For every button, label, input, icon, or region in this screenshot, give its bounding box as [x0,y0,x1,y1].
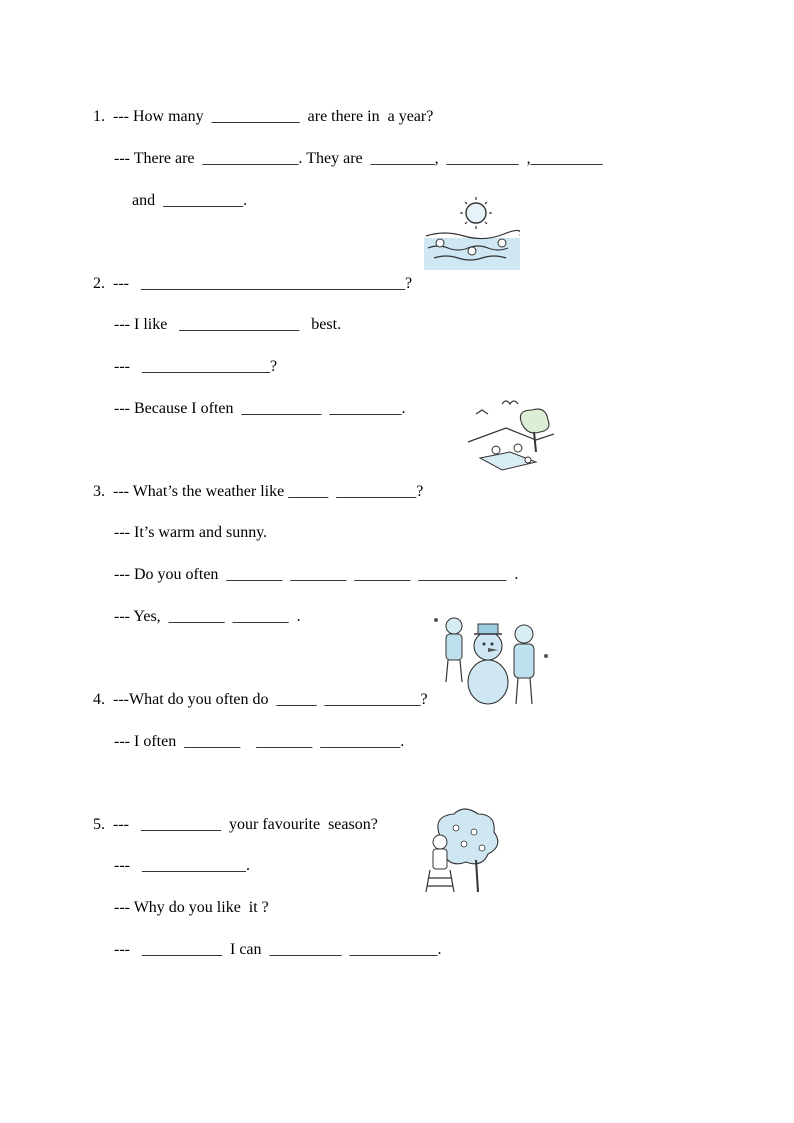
q1-answer-line: --- There are ____________. They are ________, _________ ,_________ [114,150,603,167]
q5-question: 5. --- __________ your favourite season? [93,816,378,833]
summer-swimming-image [424,196,520,270]
spring-tree-image [420,808,502,894]
q1-question: 1. --- How many ___________ are there in a year? [93,108,434,125]
q3-answer-line-2: --- Yes, _______ _______ . [114,608,301,625]
q5-question-2: --- Why do you like it ? [114,899,269,916]
autumn-picnic-image [466,394,554,474]
q3-answer-line: --- It’s warm and sunny. [114,524,268,541]
q2-question: 2. --- _________________________________? [93,275,413,292]
q2-answer-line: --- I like _______________ best. [114,316,342,333]
q5-answer-line-2: --- __________ I can _________ ___________. [114,941,442,958]
q5-answer-line: --- _____________. [114,857,250,874]
q1-answer-line-2: and __________. [132,192,248,209]
q4-question: 4. ---What do you often do _____ ____________? [93,691,428,708]
q3-question-2: --- Do you often _______ _______ _______ ___________ . [114,566,519,583]
q2-question-2: --- ________________? [114,358,278,375]
q3-question: 3. --- What’s the weather like _____ __________? [93,483,424,500]
q2-answer-line-2: --- Because I often __________ _________. [114,400,406,417]
winter-snowman-image [430,612,550,710]
q4-answer-line: --- I often _______ _______ __________. [114,733,405,750]
